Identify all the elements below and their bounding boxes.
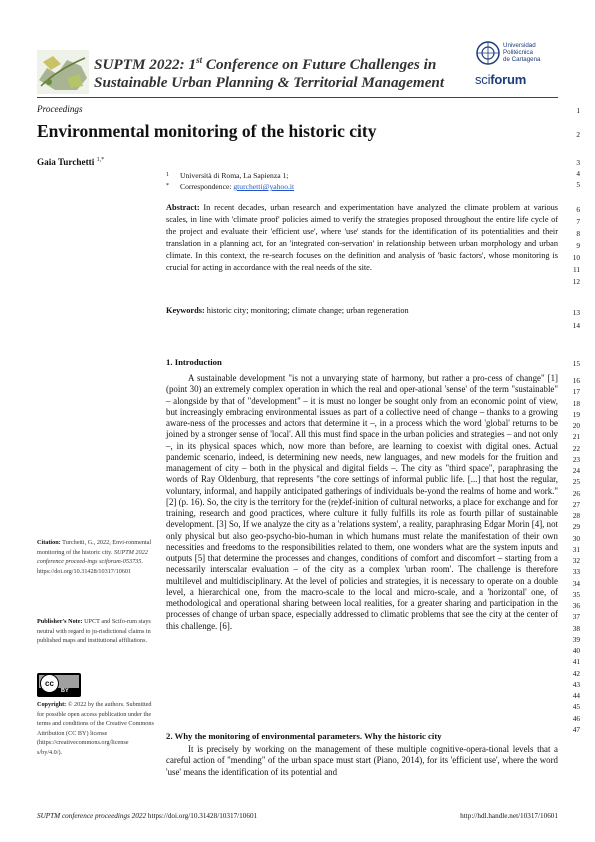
line-number: 26 [572,488,580,498]
line-number: 40 [572,646,580,655]
header-divider [37,97,558,98]
line-number: 3 [576,158,580,167]
line-number: 17 [572,387,580,397]
line-number: 39 [572,634,580,644]
line-number: 11 [572,265,580,274]
footer-right-link[interactable]: http://hdl.handle.net/10317/10601 [460,812,558,820]
line-number: 24 [572,466,580,475]
university-name-line: Universidad [503,42,536,49]
line-number: 23 [572,454,580,464]
line-number: 46 [572,713,580,723]
by-icon: BY [61,688,69,694]
line-number: 1 [576,106,580,115]
cc-icon: cc [40,674,59,693]
line-number: 16 [572,376,580,385]
correspondence-email-link[interactable]: gturchetti@yahoo.it [233,182,295,191]
line-number: 21 [572,432,580,442]
line-number: 10 [572,253,580,262]
conference-title: SUPTM 2022: 1st Conference on Future Challenges in Sustainable Urban Planning & Territorial Management [94,55,445,92]
sciforum-logo: sciforum [475,72,527,87]
paper-title: Environmental monitoring of the historic city [37,121,377,141]
line-number: 45 [572,702,580,712]
line-number: 13 [572,308,580,317]
line-number: 9 [576,241,580,250]
footer-left: SUPTM conference proceedings 2022 https://doi.org/10.31428/10317/10601 [37,812,258,820]
line-number: 2 [576,130,580,139]
line-number: 32 [572,556,580,565]
line-number: 43 [572,679,580,689]
line-number: 29 [572,522,580,532]
section-monitoring-text: It is precisely by working on the management of these multiple cognitive-opera-tional levels that a careful action of "mending" of the urban space must start (Piano, 2014), for its 'efficient use', where the word 'use' means the identification of its potential and [166,744,558,777]
line-number: 31 [572,544,580,554]
line-number: 42 [572,668,580,678]
line-number: 35 [572,589,580,599]
abstract: Abstract: In recent decades, urban research and experimentation have analyzed the climate problem at various scales, in line with 'climate proof' policies aimed to verify the strategies proposed throughout the entire life cycle of the project and evaluate their 'efficient use', where 'use' stands for the identification of its potentialities and their translation in a planning act, for an 'integrated con-servation' in relationship between urban morphology and urban climate. In this context, the re-search focuses on the definition and analysis of 'basic factors', whose monitoring is crucial for acting in accordance with the real needs of the site. [166,203,558,272]
line-number: 12 [572,277,580,286]
keywords: Keywords: historic city; monitoring; climate change; urban regeneration [166,306,409,315]
line-number: 28 [572,511,580,520]
line-number: 38 [572,623,580,633]
article-type: Proceedings [37,104,83,114]
line-number: 20 [572,421,580,430]
line-number: 6 [576,205,580,214]
line-number: 37 [572,612,580,622]
citation-note: Citation: Turchetti, G., 2022, Envi-ronmental monitoring of the historic city. SUPTM 2022 conference proceed-ings sciforum-053735. https://doi.org/10.31428/10317/10601 [37,539,152,575]
copyright-note: Copyright: © 2022 by the authors. Submitted for possible open access publication under the terms and conditions of the Creative Commons Attribution (CC BY) license (https://creativecommons.org/license s/by/4.0/). [37,701,154,756]
line-number: 7 [576,217,580,226]
line-number: 22 [572,443,580,453]
line-number: 30 [572,533,580,543]
line-number: 33 [572,567,580,577]
line-number: 27 [572,499,580,509]
line-number: 4 [576,169,580,178]
cc-by-license-badge[interactable] [37,673,81,697]
line-number: 36 [572,601,580,610]
affiliations: 1 Università di Roma, La Sapienza 1; * Correspondence: gturchetti@yahoo.it [166,171,295,191]
line-number: 19 [572,409,580,419]
conference-logo [37,50,89,94]
line-number: 44 [572,691,580,700]
section-introduction-text: A sustainable development "is not a unvarying state of harmony, but rather a pro-cess of change" [1] (point 30) an extremely complex operation in which the real and oper-ational 'sense' of the term "sustainable" – alongside by that of "development" – it is must no longer be sought only from an economic point of view, but increasingly embracing environmental issues as part of a collective need of change – thanks to a growing aware-ness of the processes and actors that determine it –, in a process which the word 'global' returns to be joined by a stronger sense of 'local'. All this must find space in the urban policies and strategies – and not only –, in its physical spaces which, now more than before, are learning to coexist with digital ones. Actual pandemic scenario, indeed, is determining new needs, new languages, and new models for the fruition and management of city – both in the physical and digital fields –. The city as "third space", paraphrasing the words of Ray Oldenburg, that represents "the core settings of informal public life. [...] that host the regular, voluntary, informal, and happily anticipated gatherings of individuals be-yond the realms of home and work." [2] (p. 16). So, the city is the territory for the (re)def-inition of cultural networks, a place for exchange and for training, research and good practices, where culture it fully fulfills its role as fourth pillar of sustainable development. [3] So, If we analyze the city as a 'relations system', a reality, paraphrasing Edgar Morin [4], not only physical but also geo-psycho-bio-human in which humans must relate the manifestation of their own necessities and freedoms to the responsibilities related to them, one wonders what are the system inputs and outputs [5] that determine the processes and changes, conditions of comfort and discomfort – starting from a necessarily interscalar evaluation – of the city as a complex 'urban room'. The challenge is therefore multilevel and multidisciplinary. At the level of policies and strategies, it is necessary to operate on a double level, a hierarchical one, from the macro-scale to the local and micro-scale, and a 'horizontal' one, of methodological and operational sharing between local realities, for a greater sharing and participation in the processes of change of urban space, especially addressed to climatic problems that see the city at the center of this challenge. [6]. [166,373,558,631]
line-number: 41 [572,657,580,667]
line-number: 25 [572,477,580,487]
line-number: 14 [572,321,580,330]
section-heading-introduction: 1. Introduction [166,357,222,367]
line-number: 8 [576,229,580,238]
university-name-line: Politécnica [503,49,533,56]
line-number: 15 [572,359,580,368]
line-number: 47 [572,724,580,734]
section-heading-monitoring: 2. Why the monitoring of environmental parameters. Why the historic city [166,731,442,741]
university-name-line: de Cartagena [503,56,541,63]
author-name: Gaia Turchetti $^{1,*}$ [37,157,105,168]
line-number: 5 [576,180,580,189]
affiliation: Università di Roma, La Sapienza 1; [180,171,289,180]
publisher-note: Publisher's Note: UPCT and Scifo-rum stays neutral with regard to ju-risdictional claims in published maps and institutional affiliations. [37,618,151,644]
line-number: 18 [572,398,580,408]
line-number: 34 [572,578,580,588]
university-logo [476,40,556,70]
